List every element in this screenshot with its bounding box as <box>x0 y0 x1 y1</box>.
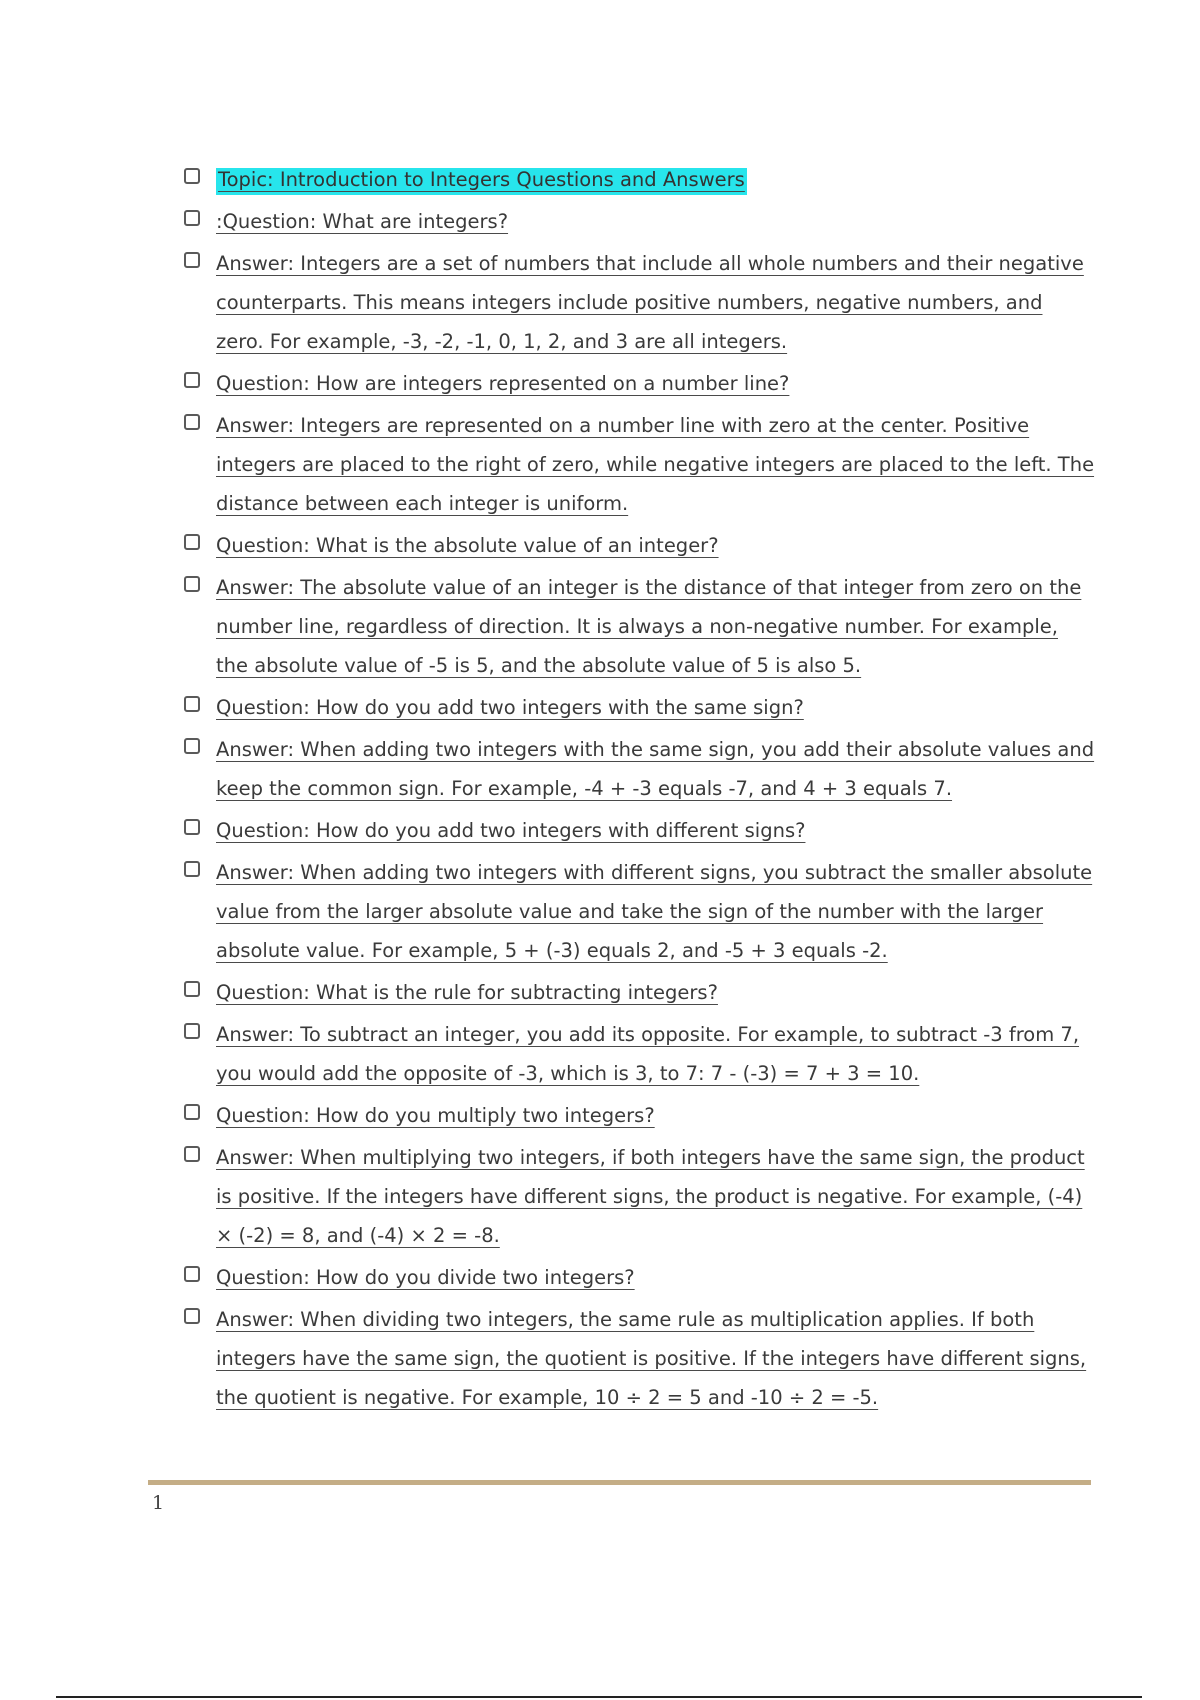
question-text: Question: What is the rule for subtracting integers? <box>216 981 718 1004</box>
footer-divider <box>148 1480 1091 1485</box>
checklist-item-answer <box>184 1138 1096 1255</box>
checkbox[interactable] <box>184 861 200 877</box>
qa-checklist <box>184 160 1096 1420</box>
answer-text: Answer: Integers are a set of numbers that include all whole numbers and their negative counterparts. This means integers include positive numbers, negative numbers, and zero. For example, -3, -2, -1, 0, 1, 2, and 3 are all integers. <box>216 252 1084 353</box>
checkbox[interactable] <box>184 534 200 550</box>
answer-text: Answer: Integers are represented on a number line with zero at the center. Positive integers are placed to the right of zero, while negative integers are placed to the left. The distance between each integer is uniform. <box>216 414 1095 515</box>
checklist-item-question <box>184 973 1096 1012</box>
checkbox[interactable] <box>184 1146 200 1162</box>
checkbox[interactable] <box>184 738 200 754</box>
checkbox[interactable] <box>184 1308 200 1324</box>
checklist-item-question <box>184 1096 1096 1135</box>
checkbox[interactable] <box>184 210 200 226</box>
checkbox[interactable] <box>184 168 200 184</box>
checkbox[interactable] <box>184 1023 200 1039</box>
topic-heading <box>216 160 1096 199</box>
checklist-item-topic <box>184 160 1096 199</box>
checklist-item-question <box>184 364 1096 403</box>
page-number: 1 <box>152 1492 165 1514</box>
checkbox[interactable] <box>184 414 200 430</box>
checklist-item-answer <box>184 730 1096 808</box>
checkbox[interactable] <box>184 819 200 835</box>
answer-text: Answer: When multiplying two integers, if both integers have the same sign, the product is positive. If the integers have different signs, the product is negative. For example, (-4) × (-2) = 8, and (-4) × 2 = -8. <box>216 1146 1085 1247</box>
checkbox[interactable] <box>184 252 200 268</box>
question-text: Question: How are integers represented on a number line? <box>216 372 790 395</box>
answer-text: Answer: To subtract an integer, you add its opposite. For example, to subtract -3 from 7, you would add the opposite of -3, which is 3, to 7: 7 - (-3) = 7 + 3 = 10. <box>216 1023 1080 1085</box>
checkbox[interactable] <box>184 576 200 592</box>
page-bottom-border <box>56 1696 1142 1698</box>
topic-highlight: Topic: Introduction to Integers Questions and Answers <box>216 168 747 195</box>
checklist-item-answer <box>184 1300 1096 1417</box>
checklist-item-question <box>184 202 1096 241</box>
answer-text: Answer: When dividing two integers, the same rule as multiplication applies. If both integers have the same sign, the quotient is positive. If the integers have different signs, the quotient is negative. For example, 10 ÷ 2 = 5 and -10 ÷ 2 = -5. <box>216 1308 1087 1409</box>
checklist-item-question <box>184 526 1096 565</box>
answer-text: Answer: The absolute value of an integer is the distance of that integer from zero on the number line, regardless of direction. It is always a non-negative number. For example, the absolute value of -5 is 5, and the absolute value of 5 is also 5. <box>216 576 1082 677</box>
answer-text: Answer: When adding two integers with the same sign, you add their absolute values and keep the common sign. For example, -4 + -3 equals -7, and 4 + 3 equals 7. <box>216 738 1095 800</box>
checkbox[interactable] <box>184 372 200 388</box>
checkbox[interactable] <box>184 1104 200 1120</box>
question-text: Question: What is the absolute value of an integer? <box>216 534 719 557</box>
checklist-item-question <box>184 688 1096 727</box>
question-text: Question: How do you add two integers with the same sign? <box>216 696 804 719</box>
answer-text: Answer: When adding two integers with different signs, you subtract the smaller absolute value from the larger absolute value and take the sign of the number with the larger absolute value. For example, 5 + (-3) equals 2, and -5 + 3 equals -2. <box>216 861 1093 962</box>
checklist-item-answer <box>184 1015 1096 1093</box>
checklist-item-question <box>184 811 1096 850</box>
checklist-item-answer <box>184 568 1096 685</box>
checklist-item-question <box>184 1258 1096 1297</box>
checkbox[interactable] <box>184 1266 200 1282</box>
question-text: :Question: What are integers? <box>216 210 509 233</box>
checklist-item-answer <box>184 853 1096 970</box>
checklist-item-answer <box>184 244 1096 361</box>
checkbox[interactable] <box>184 981 200 997</box>
question-text: Question: How do you multiply two integers? <box>216 1104 655 1127</box>
checklist-item-answer <box>184 406 1096 523</box>
checkbox[interactable] <box>184 696 200 712</box>
question-text: Question: How do you divide two integers? <box>216 1266 635 1289</box>
question-text: Question: How do you add two integers with different signs? <box>216 819 806 842</box>
